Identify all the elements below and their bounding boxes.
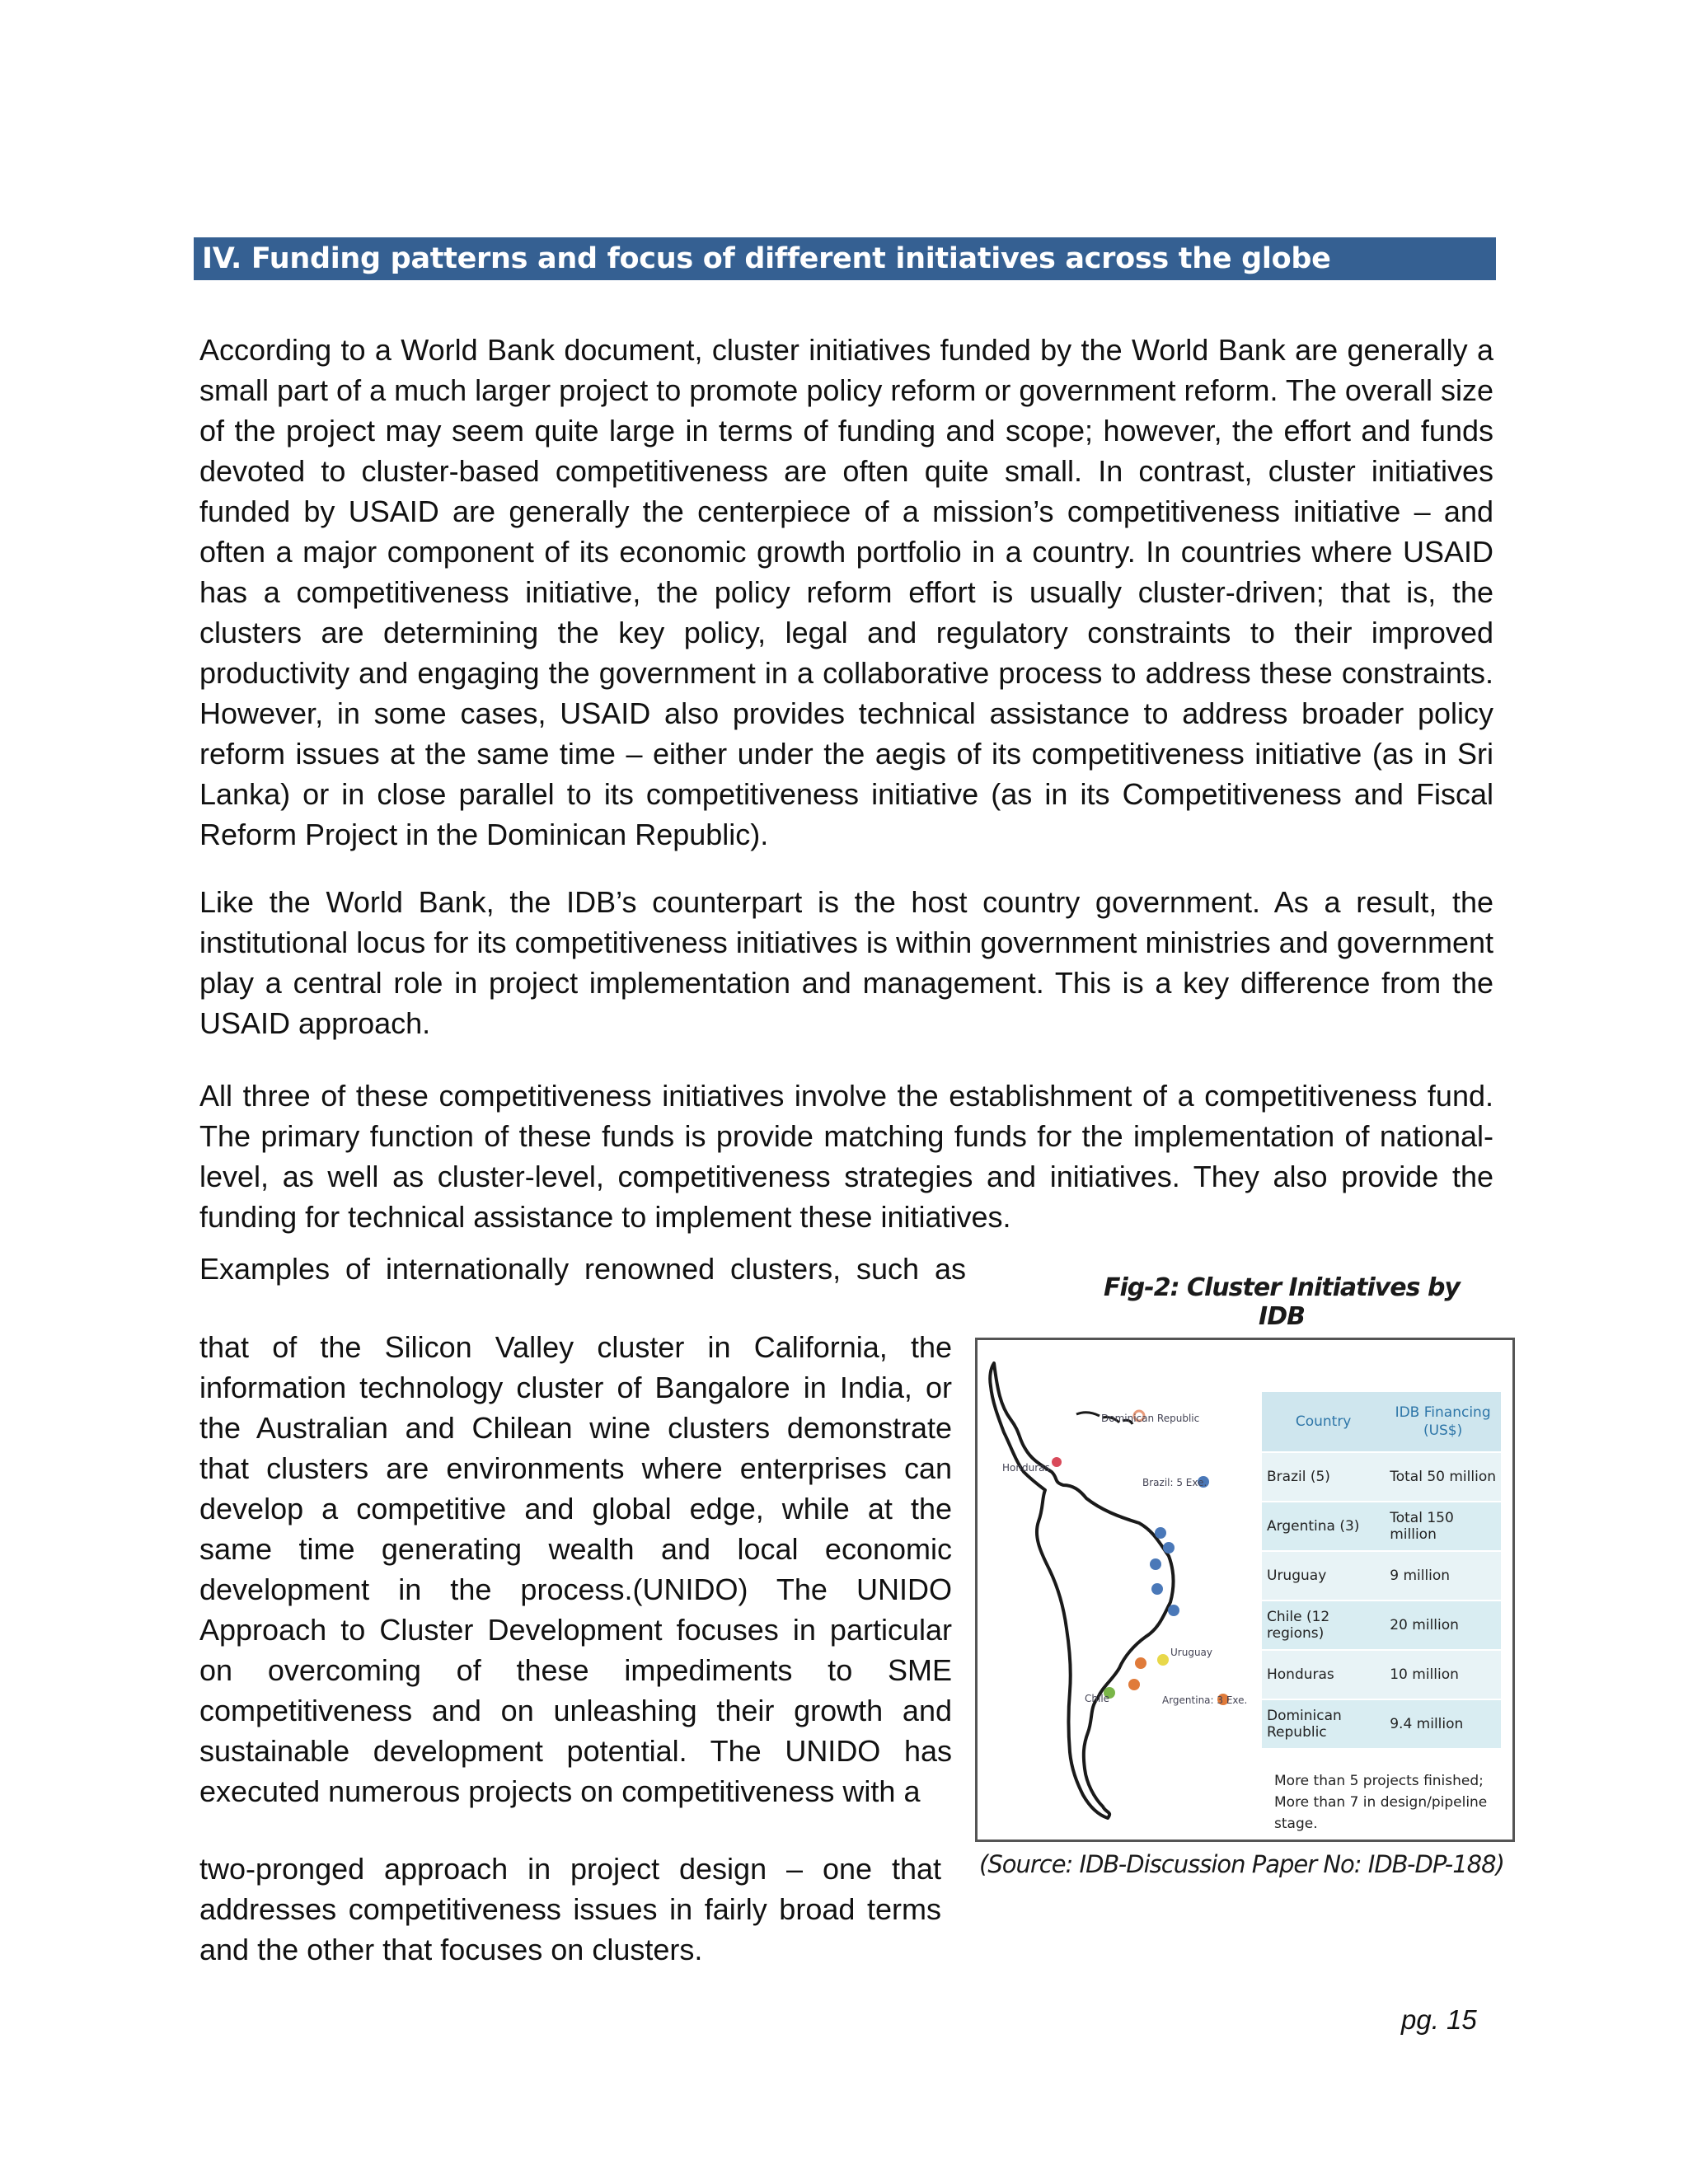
uruguay-dot bbox=[1157, 1654, 1169, 1666]
paragraph-clusters-first-line: Examples of internationally renowned clusters, such as bbox=[199, 1252, 966, 1286]
figure-source: (Source: IDB-Discussion Paper No: IDB-DP-188) bbox=[979, 1850, 1504, 1878]
paragraph-competitiveness-fund: All three of these competitiveness initiatives involve the establishment of a competitiveness fund. The primary function of these funds is provide matching funds for the implementation of national-level, as well as cluster-level, competitiveness strategies and initiatives. They also provide the funding for technical assistance to implement these initiatives. bbox=[199, 1079, 1493, 1234]
table-header-financing: IDB Financing (US$) bbox=[1385, 1392, 1501, 1452]
table-row: Dominican Republic 9.4 million bbox=[1262, 1699, 1501, 1749]
paragraph-world-bank: According to a World Bank document, cluster initiatives funded by the World Bank are generally a small part of a much larger project to promote policy reform or government reform. The overall size of the project may seem quite large in terms of funding and scope; however, the effort and funds devoted to cluster-based competitiveness are often quite small. In contrast, cluster initiatives funded by USAID are generally the centerpiece of a mission’s competitiveness initiative – and often a major component of its economic growth portfolio in a country. In countries where USAID has a competitiveness initiative, the policy reform effort is usually cluster-driven; that is, the clusters are determining the key policy, legal and regulatory constraints to their improved productivity and engaging the government in a collaborative process to address these constraints. However, in some cases, USAID also provides technical assistance to address broader policy reform issues at the same time – either under the aegis of its competitiveness initiative (as in Sri Lanka) or in close parallel to its competitiveness initiative (as in its Competitiveness and Fiscal Reform Project in the Dominican Republic). bbox=[199, 333, 1493, 851]
map-label-dominican-republic: Dominican Republic bbox=[1101, 1413, 1200, 1424]
figure-note bbox=[1274, 1770, 1512, 1835]
figure-idb-clusters bbox=[975, 1338, 1515, 1842]
map-label-uruguay: Uruguay bbox=[1170, 1647, 1212, 1658]
figure-caption: Fig-2: Cluster Initiatives by IDB bbox=[1104, 1273, 1460, 1331]
paragraph-clusters-tail: two-pronged approach in project design – one that addresses competitiveness issues in fairly broad terms and the other that focuses on clusters. bbox=[199, 1852, 941, 1966]
table-header-country: Country bbox=[1262, 1392, 1385, 1452]
table-row: Chile (12 regions) 20 million bbox=[1262, 1601, 1501, 1650]
table-row: Honduras 10 million bbox=[1262, 1650, 1501, 1699]
map-label-honduras: Honduras bbox=[1002, 1462, 1050, 1474]
figure-note-line-1: More than 5 projects finished; bbox=[1274, 1773, 1484, 1789]
paragraph-clusters: that of the Silicon Valley cluster in California, the information technology cluster of Bangalore in India, or the Australian and Chilean wine clusters demonstrate that clusters are environments where enterprises can develop a competitive and global edge, while at the same time generating wealth and local economic development in the process.(UNIDO) The UNIDO Approach to Cluster Development focuses in particular on overcoming of these impediments to SME competitiveness and on unleashing their growth and sustainable development potential. The UNIDO has executed numerous projects on competitiveness with a bbox=[199, 1330, 952, 1808]
page-number: pg. 15 bbox=[1401, 2004, 1477, 2035]
argentina-dot bbox=[1128, 1679, 1140, 1690]
paragraph-idb: Like the World Bank, the IDB’s counterpart is the host country government. As a result, the institutional locus for its competitiveness initiatives is within government ministries and government play a central role in project implementation and management. This is a key difference from the USAID approach. bbox=[199, 885, 1493, 1040]
table-row: Brazil (5) Total 50 million bbox=[1262, 1452, 1501, 1502]
brazil-dot bbox=[1151, 1583, 1163, 1595]
brazil-dot bbox=[1155, 1527, 1166, 1539]
idb-financing-table bbox=[1262, 1392, 1501, 1750]
map-label-argentina: Argentina: 3 Exe. bbox=[1162, 1694, 1248, 1706]
table-row: Argentina (3) Total 150 million bbox=[1262, 1502, 1501, 1551]
map-label-chile: Chile bbox=[1085, 1693, 1110, 1704]
map-label-brazil: Brazil: 5 Exe. bbox=[1142, 1477, 1207, 1488]
brazil-dot bbox=[1163, 1542, 1175, 1554]
argentina-dot bbox=[1135, 1657, 1146, 1669]
section-heading: IV. Funding patterns and focus of different initiatives across the globe bbox=[194, 237, 1496, 280]
figure-note-line-2: More than 7 in design/pipeline stage. bbox=[1274, 1794, 1488, 1832]
honduras-dot bbox=[1052, 1457, 1062, 1467]
brazil-dot bbox=[1168, 1605, 1179, 1616]
table-row: Uruguay 9 million bbox=[1262, 1551, 1501, 1601]
brazil-dot bbox=[1150, 1558, 1161, 1570]
continent-outline bbox=[990, 1363, 1173, 1818]
